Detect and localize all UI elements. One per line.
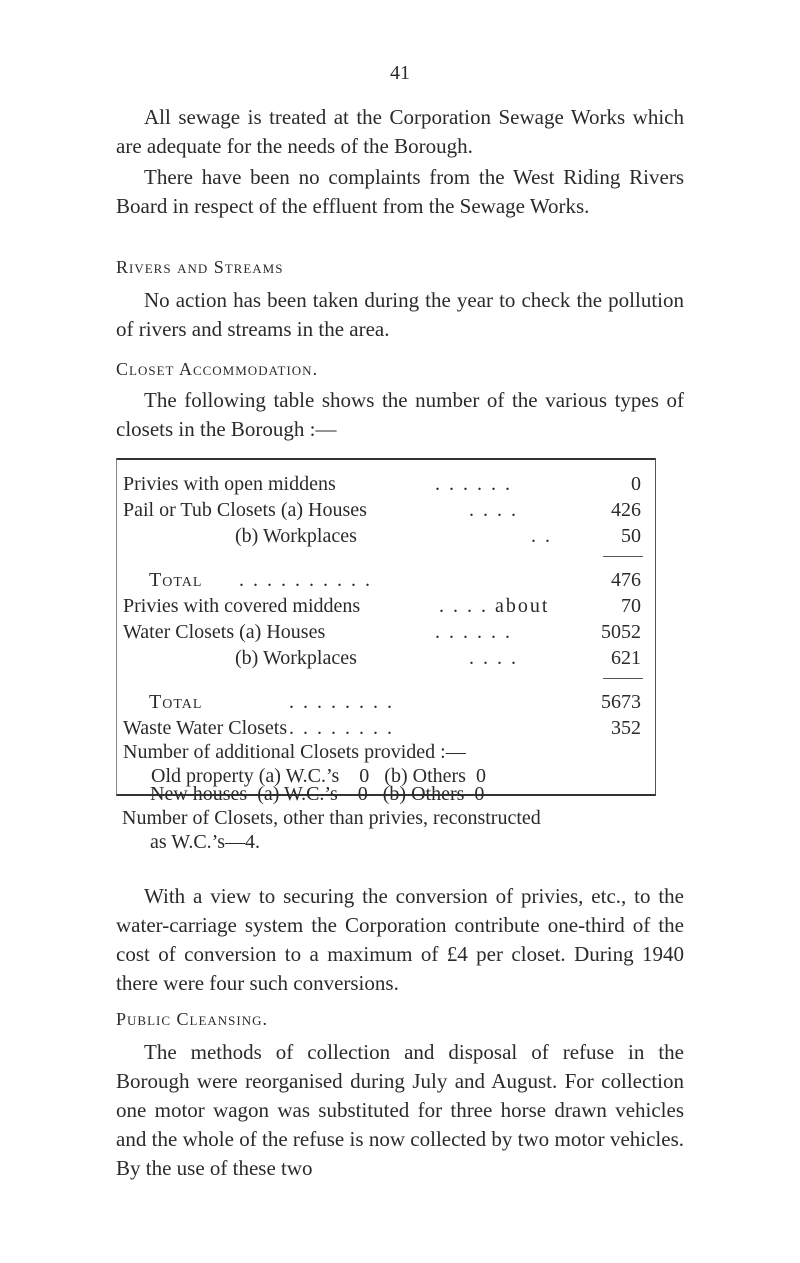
- leader-dots: . .: [531, 525, 552, 547]
- row-label: Total: [149, 569, 203, 591]
- row-label: Waste Water Closets: [123, 717, 288, 739]
- row-value: 0: [631, 473, 641, 495]
- row-value: 5052: [601, 621, 641, 643]
- row-label: Water Closets (a) Houses: [123, 621, 326, 643]
- old-property-line: Old property (a) W.C.’s 0 (b) Others 0: [151, 765, 486, 787]
- closet-table: [116, 458, 656, 796]
- leader-dots: . . . .: [469, 647, 518, 669]
- table-row-waste-water: [117, 716, 655, 740]
- row-value: 5673: [601, 691, 641, 713]
- paragraph-conversion: With a view to securing the conversion of privies, etc., to the water-carriage system the Corporation contribute one-third of the cost of conversion to a maximum of £4 per closet. During 1940 there were four such conversions.: [116, 884, 684, 995]
- row-label: Privies with covered middens: [123, 595, 361, 617]
- subtotal-rule: [603, 678, 643, 679]
- additional-closets-heading: Number of additional Closets provided :—: [123, 741, 466, 763]
- row-value: 70: [621, 595, 641, 617]
- row-value: 476: [611, 569, 641, 591]
- leader-dots: . . . . . . . . . .: [239, 569, 372, 591]
- paragraph-rivers: No action has been taken during the year to check the pollution of rivers and streams in the area.: [116, 288, 684, 341]
- row-label: (b) Workplaces: [235, 647, 357, 669]
- paragraph-complaints: There have been no complaints from the West Riding Rivers Board in respect of the effluent from the Sewage Works.: [116, 165, 684, 218]
- leader-dots: . . . . . .: [435, 473, 512, 495]
- table-row-total-2: [117, 690, 655, 714]
- row-label: Total: [149, 691, 203, 713]
- table-row-privies-open: [117, 472, 655, 496]
- heading-closet-accommodation: Closet Accommodation.: [116, 359, 319, 379]
- reconstructed-line-1: Number of Closets, other than privies, reconstructed: [122, 807, 541, 829]
- page-number: 41: [390, 62, 410, 84]
- table-row-privies-covered: [117, 594, 655, 618]
- row-label: Pail or Tub Closets (a) Houses: [123, 499, 367, 521]
- paragraph-sewage: All sewage is treated at the Corporation Sewage Works which are adequate for the needs of the Borough.: [116, 105, 684, 158]
- row-label: (b) Workplaces: [235, 525, 357, 547]
- heading-rivers-streams: Rivers and Streams: [116, 257, 284, 277]
- table-row-pail-houses: [117, 498, 655, 522]
- leader-dots: . . . . . .: [435, 621, 512, 643]
- leader-dots: . . . . about: [439, 595, 550, 617]
- leader-dots: . . . . . . . .: [289, 717, 394, 739]
- row-label: Privies with open middens: [123, 473, 336, 495]
- paragraph-cleansing: The methods of collection and disposal of refuse in the Borough were reorganised during July and August. For collection one motor wagon was substituted for three horse drawn vehicles and the whole of the refuse is now collected by two motor vehicles. By the use of these two: [116, 1040, 684, 1180]
- heading-public-cleansing: Public Cleansing.: [116, 1009, 269, 1029]
- table-row-wc-houses: [117, 620, 655, 644]
- leader-dots: . . . .: [469, 499, 518, 521]
- reconstructed-line-2: as W.C.’s—4.: [150, 831, 261, 853]
- paragraph-closet-intro: The following table shows the number of the various types of closets in the Borough :—: [116, 388, 684, 441]
- row-value: 352: [611, 717, 641, 739]
- row-value: 50: [621, 525, 641, 547]
- leader-dots: . . . . . . . .: [289, 691, 394, 713]
- new-houses-line: New houses (a) W.C.’s 0 (b) Others 0: [150, 783, 485, 805]
- table-row-pail-workplaces: [117, 524, 655, 548]
- row-value: 426: [611, 499, 641, 521]
- table-row-wc-workplaces: [117, 646, 655, 670]
- row-value: 621: [611, 647, 641, 669]
- subtotal-rule: [603, 556, 643, 557]
- table-row-total-1: [117, 568, 655, 592]
